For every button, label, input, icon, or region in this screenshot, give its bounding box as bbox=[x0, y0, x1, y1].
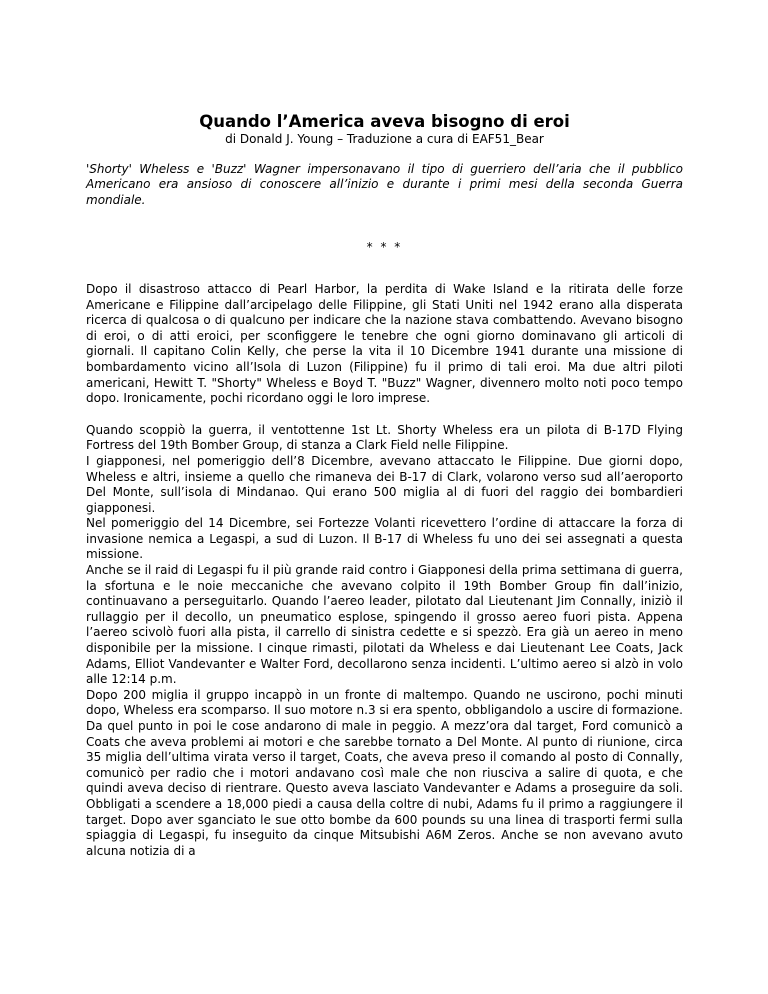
article-abstract: 'Shorty' Wheless e 'Buzz' Wagner impersonavano il tipo di guerriero dell’aria che il pubblico Americano era ansioso di conoscere all’inizio e durante i primi mesi della seconda Guerra mondiale. bbox=[86, 161, 683, 207]
body-paragraph-3: I giapponesi, nel pomeriggio dell’8 Dicembre, avevano attaccato le Filippine. Due giorni dopo, Wheless e altri, insieme a quello che rimaneva dei B-17 di Clark, volarono verso sud all’aeroporto Del Monte, sull’isola di Mindanao. Qui erano 500 miglia al di fuori del raggio dei bombardieri giapponesi. bbox=[86, 453, 683, 515]
body-paragraph-2: Quando scoppiò la guerra, il ventottenne 1st Lt. Shorty Wheless era un pilota di B-17D Flying Fortress del 19th Bomber Group, di stanza a Clark Field nelle Filippine. bbox=[86, 422, 683, 453]
document-page bbox=[86, 112, 683, 859]
section-separator: * * * bbox=[366, 240, 403, 255]
body-paragraph-1: Dopo il disastroso attacco di Pearl Harbor, la perdita di Wake Island e la ritirata delle forze Americane e Filippine dall’arcipelago delle Filippine, gli Stati Uniti nel 1942 erano alla disperata ricerca di qualcosa o di qualcuno per indicare che la nazione stava combattendo. Avevano bisogno di eroi, o di atti eroici, per sconfiggere le tenebre che ogni giorno dominavano gli articoli di giornali. Il capitano Colin Kelly, che perse la vita il 10 Dicembre 1941 durante una missione di bombardamento vicino all’Isola di Luzon (Filippine) fu il primo di tali eroi. Ma due altri piloti americani, Hewitt T. "Shorty" Wheless e Boyd T. "Buzz" Wagner, divennero molto noti poco tempo dopo. Ironicamente, pochi ricordano oggi le loro imprese. bbox=[86, 281, 683, 406]
article-title: Quando l’America aveva bisogno di eroi bbox=[199, 112, 570, 131]
body-paragraph-5: Anche se il raid di Legaspi fu il più grande raid contro i Giapponesi della prima settimana di guerra, la sfortuna e le noie meccaniche che avevano colpito il 19th Bomber Group fin dall’inizio, continuavano a perseguitarlo. Quando l’aereo leader, pilotato dal Lieutenant Jim Connally, iniziò il rullaggio per il decollo, un pneumatico esplose, spingendo il grosso aereo fuori pista. Appena l’aereo scivolò fuori alla pista, il carrello di sinistra cedette e si spezzò. Era già un aereo in meno disponibile per la missione. I cinque rimasti, pilotati da Wheless e dai Lieutenant Lee Coats, Jack Adams, Elliot Vandevanter e Walter Ford, decollarono senza incidenti. L’ultimo aereo si alzò in volo alle 12:14 p.m. bbox=[86, 563, 683, 687]
article-byline: di Donald J. Young – Traduzione a cura di EAF51_Bear bbox=[225, 132, 544, 146]
body-paragraph-4: Nel pomeriggio del 14 Dicembre, sei Fortezze Volanti ricevettero l’ordine di attaccare la forza di invasione nemica a Legaspi, a sud di Luzon. Il B-17 di Wheless fu uno dei sei assegnati a questa missione. bbox=[86, 516, 683, 562]
body-paragraph-6: Dopo 200 miglia il gruppo incappò in un fronte di maltempo. Quando ne uscirono, pochi minuti dopo, Wheless era scomparso. Il suo motore n.3 si era spento, obbligandolo a uscire di formazione. Da quel punto in poi le cose andarono di male in peggio. A mezz’ora dal target, Ford comunicò a Coats che aveva problemi ai motori e che sarebbe tornato a Del Monte. Al punto di riunione, circa 35 miglia dell’ultima virata verso il target, Coats, che aveva preso il comando al posto di Connally, comunicò per radio che i motori andavano così male che non riusciva a salire di quota, e che quindi aveva deciso di rientrare. Questo aveva lasciato Vandevanter e Adams a proseguire da soli. Obbligati a scendere a 18,000 piedi a causa della coltre di nubi, Adams fu il primo a raggiungere il target. Dopo aver sganciato le sue otto bombe da 600 pounds su una linea di trasporti fermi sulla spiaggia di Legaspi, fu inseguito da cinque Mitsubishi A6M Zeros. Anche se non avevano avuto alcuna notizia di a bbox=[86, 687, 683, 858]
